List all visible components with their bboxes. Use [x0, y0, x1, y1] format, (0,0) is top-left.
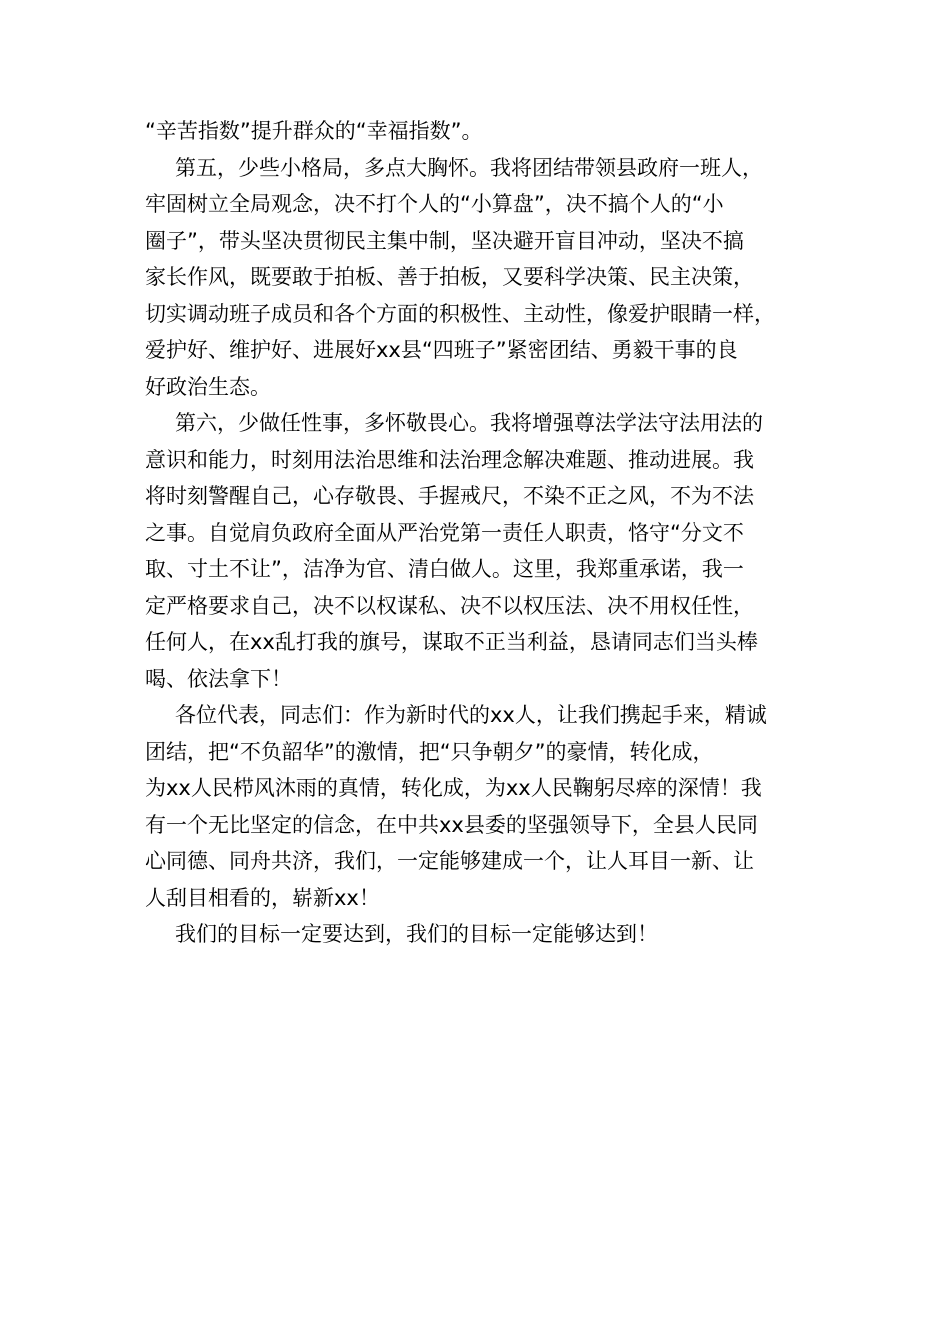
text-line: 家长作风，既要敢于拍板、善于拍板，又要科学决策、民主决策， — [145, 265, 754, 289]
text-line: 取、寸土不让”，洁净为官、清白做人。这里，我郑重承诺，我一 — [145, 557, 744, 581]
text-line: 切实调动班子成员和各个方面的积极性、主动性，像爱护眼睛一样， — [145, 301, 775, 326]
text-line: 为xx人民栉风沐雨的真情，转化成，为xx人民鞠躬尽瘁的深情！我 — [145, 776, 762, 800]
text-line: 牢固树立全局观念，决不打个人的“小算盘”，决不搞个人的“小 — [145, 192, 724, 216]
text-line: 第六，少做任性事，多怀敬畏心。我将增强尊法学法守法用法的 — [175, 411, 763, 435]
text-line: 圈子”，带头坚决贯彻民主集中制，坚决避开盲目冲动，坚决不搞 — [145, 228, 744, 253]
text-line: 将时刻警醒自己，心存敬畏、手握戒尺，不染不正之风，不为不法 — [145, 484, 754, 508]
text-line: 团结，把“不负韶华”的激情，把“只争朝夕”的豪情，转化成， — [145, 739, 714, 764]
text-line: 喝、依法拿下！ — [145, 666, 292, 691]
document-body — [145, 113, 825, 953]
text-line: 心同德、同舟共济，我们，一定能够建成一个，让人耳目一新、让 — [145, 849, 754, 873]
text-line: 好政治生态。 — [145, 374, 271, 399]
text-line: 我们的目标一定要达到，我们的目标一定能够达到！ — [175, 922, 658, 946]
text-line: 任何人，在xx乱打我的旗号，谋取不正当利益，恳请同志们当头棒 — [145, 630, 758, 654]
text-line: 之事。自觉肩负政府全面从严治党第一责任人职责，恪守“分文不 — [145, 520, 744, 545]
text-line: 有一个无比坚定的信念，在中共xx县委的坚强领导下，全县人民同 — [145, 812, 758, 837]
text-line: 人刮目相看的，崭新xx！ — [145, 885, 380, 910]
text-line: 第五，少些小格局，多点大胸怀。我将团结带领县政府一班人， — [175, 155, 763, 180]
text-line: 意识和能力，时刻用法治思维和法治理念解决难题、推动进展。我 — [145, 447, 754, 472]
text-line: 定严格要求自己，决不以权谋私、决不以权压法、决不用权任性， — [145, 593, 754, 618]
text-line: 各位代表，同志们：作为新时代的xx人，让我们携起手来，精诚 — [175, 703, 767, 727]
text-line: “辛苦指数”提升群众的“幸福指数”。 — [145, 119, 483, 143]
text-line: 爱护好、维护好、进展好xx县“四班子”紧密团结、勇毅干事的良 — [145, 338, 738, 362]
